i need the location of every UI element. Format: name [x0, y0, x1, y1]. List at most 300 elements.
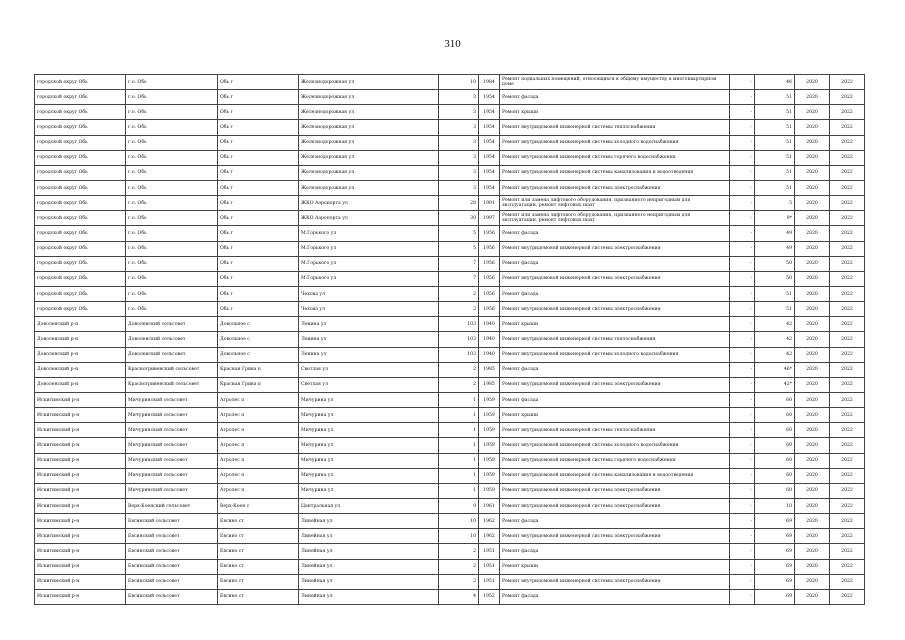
- municipal-district-cell: Искитимский р-н: [35, 423, 126, 438]
- value-cell: 49: [755, 241, 795, 256]
- settlement-cell: Доволенский сельсовет: [126, 317, 218, 332]
- work-type-cell: Ремонт крыши: [500, 105, 730, 120]
- municipal-district-cell: городской округ Обь: [35, 105, 126, 120]
- dash-cell: -: [730, 271, 755, 286]
- house-number-cell: 2: [439, 574, 479, 589]
- municipal-district-cell: Искитимский р-н: [35, 514, 126, 529]
- table-row: [35, 392, 865, 407]
- table-row: [35, 468, 865, 483]
- locality-cell: Агролес п: [218, 438, 299, 453]
- settlement-cell: г.о. Обь: [126, 180, 218, 195]
- locality-cell: Обь г: [218, 211, 299, 226]
- table-row: [35, 362, 865, 377]
- value-cell: 60: [755, 468, 795, 483]
- settlement-cell: г.о. Обь: [126, 286, 218, 301]
- value-cell: 46: [755, 75, 795, 90]
- street-cell: Железнодорожная ул: [299, 90, 439, 105]
- end-year-cell: 2022: [830, 362, 865, 377]
- municipal-district-cell: городской округ Обь: [35, 226, 126, 241]
- locality-cell: Евсино ст: [218, 529, 299, 544]
- build-year-cell: 1954: [479, 105, 500, 120]
- locality-cell: Обь г: [218, 165, 299, 180]
- dash-cell: -: [730, 483, 755, 498]
- settlement-cell: г.о. Обь: [126, 271, 218, 286]
- house-number-cell: 30: [439, 211, 479, 226]
- dash-cell: -: [730, 211, 755, 226]
- locality-cell: Обь г: [218, 135, 299, 150]
- table-row: [35, 105, 865, 120]
- start-year-cell: 2020: [795, 453, 830, 468]
- value-cell: 51: [755, 165, 795, 180]
- value-cell: 51: [755, 150, 795, 165]
- work-type-cell: Ремонт внутридомовой инженерной системы теплоснабжения: [500, 120, 730, 135]
- house-number-cell: 1: [439, 392, 479, 407]
- end-year-cell: 2022: [830, 165, 865, 180]
- dash-cell: -: [730, 498, 755, 513]
- start-year-cell: 2020: [795, 286, 830, 301]
- table-row: [35, 332, 865, 347]
- end-year-cell: 2022: [830, 332, 865, 347]
- locality-cell: Агролес п: [218, 408, 299, 423]
- start-year-cell: 2020: [795, 498, 830, 513]
- street-cell: Ленина ул: [299, 347, 439, 362]
- end-year-cell: 2022: [830, 423, 865, 438]
- street-cell: Линейная ул: [299, 514, 439, 529]
- house-number-cell: 2: [439, 286, 479, 301]
- locality-cell: Агролес п: [218, 483, 299, 498]
- street-cell: Чехова ул: [299, 286, 439, 301]
- start-year-cell: 2020: [795, 226, 830, 241]
- table-row: [35, 589, 865, 604]
- municipal-district-cell: городской округ Обь: [35, 271, 126, 286]
- start-year-cell: 2020: [795, 559, 830, 574]
- street-cell: Железнодорожная ул: [299, 150, 439, 165]
- work-type-cell: Ремонт внутридомовой инженерной системы холодного водоснабжения: [500, 135, 730, 150]
- dash-cell: -: [730, 105, 755, 120]
- municipal-district-cell: Искитимский р-н: [35, 498, 126, 513]
- value-cell: 69: [755, 514, 795, 529]
- build-year-cell: 1954: [479, 90, 500, 105]
- work-type-cell: Ремонт фасада: [500, 90, 730, 105]
- locality-cell: Красная Грива п: [218, 362, 299, 377]
- start-year-cell: 2020: [795, 468, 830, 483]
- settlement-cell: Мичуринский сельсовет: [126, 392, 218, 407]
- start-year-cell: 2020: [795, 483, 830, 498]
- street-cell: Мичурина ул: [299, 423, 439, 438]
- build-year-cell: 1962: [479, 529, 500, 544]
- end-year-cell: 2022: [830, 498, 865, 513]
- house-number-cell: 5: [439, 226, 479, 241]
- locality-cell: Обь г: [218, 286, 299, 301]
- table-row: [35, 529, 865, 544]
- street-cell: Светлая ул: [299, 377, 439, 392]
- work-type-cell: Ремонт фасада: [500, 256, 730, 271]
- house-number-cell: 2: [439, 302, 479, 317]
- work-type-cell: Ремонт внутридомовой инженерной системы электроснабжения: [500, 180, 730, 195]
- dash-cell: -: [730, 574, 755, 589]
- end-year-cell: 2022: [830, 544, 865, 559]
- dash-cell: -: [730, 423, 755, 438]
- street-cell: Мичурина ул: [299, 468, 439, 483]
- start-year-cell: 2020: [795, 180, 830, 195]
- work-type-cell: Ремонт внутридомовой инженерной системы горячего водоснабжения: [500, 453, 730, 468]
- settlement-cell: Доволенский сельсовет: [126, 332, 218, 347]
- build-year-cell: 1959: [479, 392, 500, 407]
- value-cell: 60: [755, 453, 795, 468]
- street-cell: Линейная ул: [299, 589, 439, 604]
- build-year-cell: 1954: [479, 150, 500, 165]
- dash-cell: -: [730, 90, 755, 105]
- street-cell: Линейная ул: [299, 559, 439, 574]
- end-year-cell: 2022: [830, 408, 865, 423]
- municipal-district-cell: городской округ Обь: [35, 302, 126, 317]
- dash-cell: -: [730, 302, 755, 317]
- settlement-cell: г.о. Обь: [126, 135, 218, 150]
- build-year-cell: 1951: [479, 574, 500, 589]
- end-year-cell: 2022: [830, 196, 865, 211]
- build-year-cell: 1959: [479, 438, 500, 453]
- municipal-district-cell: Искитимский р-н: [35, 468, 126, 483]
- work-type-cell: Ремонт фасада: [500, 362, 730, 377]
- value-cell: 51: [755, 105, 795, 120]
- start-year-cell: 2020: [795, 544, 830, 559]
- house-number-cell: 5: [439, 241, 479, 256]
- start-year-cell: 2020: [795, 362, 830, 377]
- end-year-cell: 2022: [830, 241, 865, 256]
- work-type-cell: Ремонт внутридомовой инженерной системы канализования и водоотведения: [500, 468, 730, 483]
- street-cell: Железнодорожная ул: [299, 105, 439, 120]
- locality-cell: Обь г: [218, 196, 299, 211]
- street-cell: Линейная ул: [299, 529, 439, 544]
- build-year-cell: 1956: [479, 241, 500, 256]
- build-year-cell: 1956: [479, 256, 500, 271]
- house-number-cell: 103: [439, 332, 479, 347]
- start-year-cell: 2020: [795, 514, 830, 529]
- work-type-cell: Ремонт внутридомовой инженерной системы электроснабжения: [500, 574, 730, 589]
- build-year-cell: 1951: [479, 559, 500, 574]
- street-cell: Железнодорожная ул: [299, 120, 439, 135]
- start-year-cell: 2020: [795, 105, 830, 120]
- settlement-cell: г.о. Обь: [126, 241, 218, 256]
- locality-cell: Обь г: [218, 271, 299, 286]
- work-type-cell: Ремонт внутридомовой инженерной системы электроснабжения: [500, 377, 730, 392]
- settlement-cell: Мичуринский сельсовет: [126, 408, 218, 423]
- dash-cell: -: [730, 120, 755, 135]
- dash-cell: -: [730, 256, 755, 271]
- settlement-cell: г.о. Обь: [126, 120, 218, 135]
- settlement-cell: г.о. Обь: [126, 165, 218, 180]
- value-cell: 42: [755, 317, 795, 332]
- street-cell: М.Горького ул: [299, 241, 439, 256]
- house-number-cell: 10: [439, 529, 479, 544]
- street-cell: ЖКО Аэропорта ул: [299, 196, 439, 211]
- house-number-cell: 10: [439, 514, 479, 529]
- dash-cell: -: [730, 332, 755, 347]
- settlement-cell: г.о. Обь: [126, 256, 218, 271]
- street-cell: Железнодорожная ул: [299, 135, 439, 150]
- end-year-cell: 2022: [830, 317, 865, 332]
- value-cell: 60: [755, 423, 795, 438]
- start-year-cell: 2020: [795, 150, 830, 165]
- house-number-cell: 3: [439, 105, 479, 120]
- house-number-cell: 2: [439, 559, 479, 574]
- municipal-district-cell: городской округ Обь: [35, 120, 126, 135]
- house-number-cell: 1: [439, 438, 479, 453]
- value-cell: 5: [755, 196, 795, 211]
- street-cell: М.Горького ул: [299, 226, 439, 241]
- work-type-cell: Ремонт или замена лифтового оборудования, признанного непригодным для эксплуатации, ремонт лифтовых шахт: [500, 211, 730, 226]
- build-year-cell: 1962: [479, 514, 500, 529]
- build-year-cell: 1959: [479, 423, 500, 438]
- start-year-cell: 2020: [795, 90, 830, 105]
- municipal-district-cell: Искитимский р-н: [35, 408, 126, 423]
- table-row: [35, 196, 865, 211]
- dash-cell: -: [730, 180, 755, 195]
- municipal-district-cell: Искитимский р-н: [35, 483, 126, 498]
- street-cell: Ленина ул: [299, 317, 439, 332]
- locality-cell: Обь г: [218, 120, 299, 135]
- locality-cell: Довольное с: [218, 317, 299, 332]
- house-number-cell: 3: [439, 150, 479, 165]
- build-year-cell: 1954: [479, 120, 500, 135]
- work-type-cell: Ремонт фасада: [500, 544, 730, 559]
- house-number-cell: 3: [439, 120, 479, 135]
- start-year-cell: 2020: [795, 377, 830, 392]
- work-type-cell: Ремонт фасада: [500, 589, 730, 604]
- table-row: [35, 559, 865, 574]
- dash-cell: -: [730, 317, 755, 332]
- start-year-cell: 2020: [795, 196, 830, 211]
- municipal-district-cell: Доволенский р-н: [35, 362, 126, 377]
- locality-cell: Довольное с: [218, 347, 299, 362]
- locality-cell: Обь г: [218, 302, 299, 317]
- build-year-cell: 1959: [479, 468, 500, 483]
- dash-cell: -: [730, 196, 755, 211]
- value-cell: 69: [755, 574, 795, 589]
- street-cell: Линейная ул: [299, 574, 439, 589]
- house-number-cell: 1: [439, 408, 479, 423]
- street-cell: Чехова ул: [299, 302, 439, 317]
- locality-cell: Евсино ст: [218, 544, 299, 559]
- value-cell: 69: [755, 529, 795, 544]
- start-year-cell: 2020: [795, 165, 830, 180]
- start-year-cell: 2020: [795, 438, 830, 453]
- end-year-cell: 2022: [830, 271, 865, 286]
- table-row: [35, 317, 865, 332]
- dash-cell: -: [730, 468, 755, 483]
- build-year-cell: 1940: [479, 332, 500, 347]
- start-year-cell: 2020: [795, 256, 830, 271]
- start-year-cell: 2020: [795, 120, 830, 135]
- settlement-cell: Мичуринский сельсовет: [126, 483, 218, 498]
- street-cell: Мичурина ул: [299, 392, 439, 407]
- locality-cell: Евсино ст: [218, 514, 299, 529]
- table-row: [35, 498, 865, 513]
- dash-cell: -: [730, 589, 755, 604]
- settlement-cell: г.о. Обь: [126, 150, 218, 165]
- street-cell: Ленина ул: [299, 332, 439, 347]
- settlement-cell: Евсинский сельсовет: [126, 544, 218, 559]
- street-cell: Светлая ул: [299, 362, 439, 377]
- table-row: [35, 438, 865, 453]
- settlement-cell: г.о. Обь: [126, 196, 218, 211]
- start-year-cell: 2020: [795, 408, 830, 423]
- work-type-cell: Ремонт внутридомовой инженерной системы канализования и водоотведения: [500, 165, 730, 180]
- municipal-district-cell: городской округ Обь: [35, 196, 126, 211]
- end-year-cell: 2022: [830, 392, 865, 407]
- table-row: [35, 408, 865, 423]
- municipal-district-cell: городской округ Обь: [35, 75, 126, 90]
- value-cell: 50: [755, 256, 795, 271]
- end-year-cell: 2022: [830, 377, 865, 392]
- dash-cell: -: [730, 150, 755, 165]
- street-cell: Линейная ул: [299, 544, 439, 559]
- street-cell: М.Горького ул: [299, 271, 439, 286]
- house-number-cell: 10: [439, 75, 479, 90]
- dash-cell: -: [730, 165, 755, 180]
- locality-cell: Обь г: [218, 241, 299, 256]
- value-cell: 9*: [755, 211, 795, 226]
- build-year-cell: 1956: [479, 271, 500, 286]
- municipal-district-cell: Искитимский р-н: [35, 392, 126, 407]
- end-year-cell: 2022: [830, 75, 865, 90]
- value-cell: 51: [755, 286, 795, 301]
- table-row: [35, 90, 865, 105]
- value-cell: 51: [755, 135, 795, 150]
- value-cell: 42: [755, 332, 795, 347]
- start-year-cell: 2020: [795, 317, 830, 332]
- municipal-district-cell: Доволенский р-н: [35, 347, 126, 362]
- house-number-cell: 103: [439, 347, 479, 362]
- table-row: [35, 135, 865, 150]
- house-number-cell: 28: [439, 196, 479, 211]
- start-year-cell: 2020: [795, 332, 830, 347]
- locality-cell: Агролес п: [218, 468, 299, 483]
- end-year-cell: 2022: [830, 438, 865, 453]
- municipal-district-cell: городской округ Обь: [35, 150, 126, 165]
- start-year-cell: 2020: [795, 271, 830, 286]
- dash-cell: -: [730, 559, 755, 574]
- work-type-cell: Ремонт фасада: [500, 392, 730, 407]
- settlement-cell: Евсинский сельсовет: [126, 529, 218, 544]
- start-year-cell: 2020: [795, 423, 830, 438]
- table-row: [35, 574, 865, 589]
- settlement-cell: Евсинский сельсовет: [126, 514, 218, 529]
- municipal-district-cell: Искитимский р-н: [35, 453, 126, 468]
- dash-cell: -: [730, 286, 755, 301]
- municipal-district-cell: Доволенский р-н: [35, 332, 126, 347]
- municipal-district-cell: городской округ Обь: [35, 241, 126, 256]
- table-row: [35, 180, 865, 195]
- settlement-cell: Мичуринский сельсовет: [126, 453, 218, 468]
- locality-cell: Красная Грива п: [218, 377, 299, 392]
- end-year-cell: 2022: [830, 483, 865, 498]
- house-number-cell: 3: [439, 90, 479, 105]
- street-cell: М.Горького ул: [299, 256, 439, 271]
- value-cell: 60: [755, 483, 795, 498]
- locality-cell: Евсино ст: [218, 574, 299, 589]
- settlement-cell: г.о. Обь: [126, 302, 218, 317]
- page-number: 310: [444, 38, 461, 50]
- municipal-district-cell: городской округ Обь: [35, 90, 126, 105]
- dash-cell: -: [730, 392, 755, 407]
- value-cell: 49: [755, 226, 795, 241]
- table-row: [35, 271, 865, 286]
- settlement-cell: Евсинский сельсовет: [126, 589, 218, 604]
- locality-cell: Агролес п: [218, 423, 299, 438]
- table-row: [35, 256, 865, 271]
- settlement-cell: г.о. Обь: [126, 105, 218, 120]
- work-type-cell: Ремонт внутридомовой инженерной системы электроснабжения: [500, 241, 730, 256]
- locality-cell: Верх-Коен с: [218, 498, 299, 513]
- settlement-cell: Доволенский сельсовет: [126, 347, 218, 362]
- table-row: [35, 286, 865, 301]
- locality-cell: Обь г: [218, 226, 299, 241]
- start-year-cell: 2020: [795, 347, 830, 362]
- start-year-cell: 2020: [795, 529, 830, 544]
- municipal-district-cell: Искитимский р-н: [35, 438, 126, 453]
- work-type-cell: Ремонт фасада: [500, 514, 730, 529]
- build-year-cell: 1959: [479, 453, 500, 468]
- work-type-cell: Ремонт внутридомовой инженерной системы горячего водоснабжения: [500, 150, 730, 165]
- value-cell: 69: [755, 589, 795, 604]
- work-type-cell: Ремонт крыши: [500, 408, 730, 423]
- street-cell: Мичурина ул: [299, 483, 439, 498]
- work-type-cell: Ремонт внутридомовой инженерной системы электроснабжения: [500, 529, 730, 544]
- build-year-cell: 1991: [479, 196, 500, 211]
- end-year-cell: 2022: [830, 226, 865, 241]
- work-type-cell: Ремонт или замена лифтового оборудования, признанного непригодным для эксплуатации, ремонт лифтовых шахт: [500, 196, 730, 211]
- table-row: [35, 241, 865, 256]
- street-cell: Железнодорожная ул: [299, 75, 439, 90]
- dash-cell: -: [730, 75, 755, 90]
- build-year-cell: 1951: [479, 544, 500, 559]
- end-year-cell: 2022: [830, 468, 865, 483]
- street-cell: Мичурина ул: [299, 438, 439, 453]
- house-number-cell: 3: [439, 165, 479, 180]
- work-type-cell: Ремонт внутридомовой инженерной системы электроснабжения: [500, 271, 730, 286]
- build-year-cell: 1959: [479, 408, 500, 423]
- value-cell: 60: [755, 408, 795, 423]
- value-cell: 60: [755, 392, 795, 407]
- value-cell: 46*: [755, 362, 795, 377]
- settlement-cell: г.о. Обь: [126, 75, 218, 90]
- street-cell: Мичурина ул: [299, 408, 439, 423]
- build-year-cell: 1954: [479, 165, 500, 180]
- table-row: [35, 544, 865, 559]
- start-year-cell: 2020: [795, 302, 830, 317]
- street-cell: Мичурина ул: [299, 453, 439, 468]
- table-row: [35, 514, 865, 529]
- house-number-cell: 2: [439, 362, 479, 377]
- municipal-district-cell: Искитимский р-н: [35, 559, 126, 574]
- house-number-cell: 103: [439, 317, 479, 332]
- work-type-cell: Ремонт внутридомовой инженерной системы теплоснабжения: [500, 332, 730, 347]
- house-number-cell: 7: [439, 271, 479, 286]
- table-row: [35, 347, 865, 362]
- municipal-district-cell: Искитимский р-н: [35, 574, 126, 589]
- build-year-cell: 1984: [479, 75, 500, 90]
- settlement-cell: Евсинский сельсовет: [126, 559, 218, 574]
- street-cell: ЖКО Аэропорта ул: [299, 211, 439, 226]
- end-year-cell: 2022: [830, 589, 865, 604]
- municipal-district-cell: городской округ Обь: [35, 211, 126, 226]
- locality-cell: Обь г: [218, 75, 299, 90]
- end-year-cell: 2022: [830, 135, 865, 150]
- end-year-cell: 2022: [830, 90, 865, 105]
- build-year-cell: 1956: [479, 302, 500, 317]
- locality-cell: Агролес п: [218, 392, 299, 407]
